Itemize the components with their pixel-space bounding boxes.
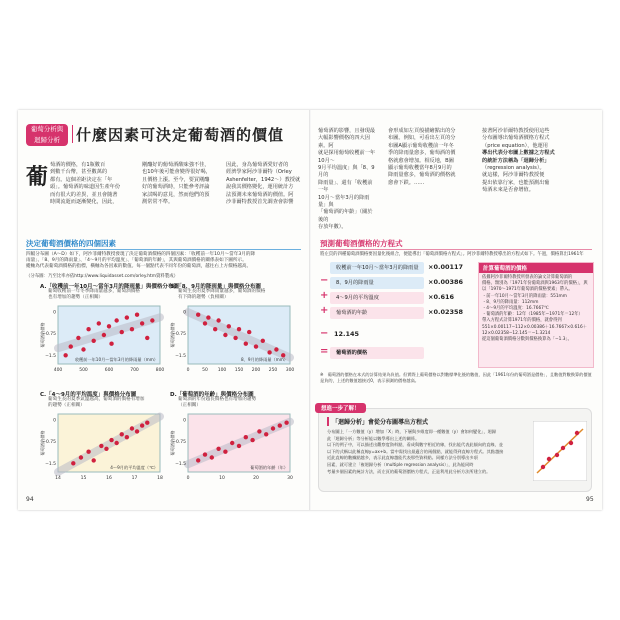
- data-point: [227, 324, 231, 328]
- data-point: [250, 438, 254, 442]
- eq-op-4: +: [320, 305, 329, 316]
- eq-factor-4: 葡萄酒的年齡: [330, 307, 424, 319]
- right-column-1: 葡萄酒的影響，且發現最 大幅影響價格的四大因素。阿 就是探用葡萄收穫前一年10月～ 9月平均溫度」與「8、9月的 降雨量」、還有「收穫前一年 10月～當年3月的降雨量」與 「葡萄酒的年齡」（關於後的 存放年數）。: [318, 128, 376, 231]
- info-box: [318, 408, 592, 492]
- data-point: [264, 432, 268, 436]
- calc-panel: [478, 262, 594, 368]
- eq-result: 葡萄酒的價格: [330, 347, 424, 359]
- x-tick-label: 100: [217, 368, 227, 373]
- data-point: [109, 342, 113, 346]
- data-point: [76, 336, 80, 340]
- calc-title: 計算葡萄酒的價格: [479, 263, 593, 273]
- book-gutter: [309, 110, 311, 510]
- y-tick-label: 0: [183, 418, 186, 424]
- data-point: [140, 321, 144, 325]
- y-tick-label: 0: [53, 310, 56, 316]
- data-point: [97, 321, 101, 325]
- chart-a-sub: 葡萄收穫前一年冬季降雨量越多，葡萄酒價格 也有增加的趨勢（正相關）: [48, 289, 140, 300]
- eq-coef-4: ×0.02358: [428, 308, 464, 316]
- data-point: [278, 423, 282, 427]
- info-text: 分布圖上「一方數值（y）増加「X」時，下層與多維度即一種數值（y）會如何變化」，迴歸 此「迴歸分析」等分析能以數學導出上述的關係。 以下的例子中，可以描述出觀察度資料點，看成與數字相近的線，找出能代表此傾向的直線，並 以下的式稱以此稱直線y=ax+b。當中需找出最適合的兩個點，就能得到直線方程式。其點越接 近此直線的數據點越多，表示此直線越能代表那些資料點。同樣方法分別導出多項 因素，就可建立「複迴歸分析（multiple regression analysis）」，此為能同時 考量多個因素的統計方法，而左頁的葡萄酒價格方程式，正是利用此分析方法所建立的。: [327, 429, 504, 474]
- regression-illustration: [533, 421, 587, 481]
- data-point: [99, 444, 103, 448]
- chart-b-sub: 葡萄生長的夏季降雨量越多，葡萄酒的價格 有下降的趨勢（負相關）: [178, 289, 266, 300]
- equation-intro: 將左頁的四種葡萄酒價格要因量化後組合，便能導出「葡萄酒價格方程式」。阿沙菲爾特教授導出的方程式如下。午過，價格算出1961年: [320, 252, 584, 257]
- eq-factor-2: 8、9月的降雨量: [330, 277, 424, 289]
- x-tick-label: 50: [202, 368, 208, 373]
- right-column-3: 接著阿沙菲爾特教授使用這些 分布圖導出葡萄酒價格方程式 （price equation），他運用 導出代表分布圖上數據之方程式 的統計方法稱為「迴歸分析」 （regression analysis）。 就這樣，阿沙菲爾特教授便 提出依靠行家，也能預測出葡 萄酒未來是否會增值。: [482, 128, 555, 194]
- data-point: [79, 455, 83, 459]
- chapter-tag-line-2: 迴歸分析: [34, 136, 60, 144]
- data-point: [257, 429, 261, 433]
- section-rule: [26, 249, 301, 250]
- data-point: [254, 344, 258, 348]
- x-tick-label: 700: [130, 368, 139, 373]
- data-point: [203, 452, 207, 456]
- data-point: [135, 313, 139, 317]
- page-title: 什麼因素可決定葡萄酒的價值: [76, 126, 285, 144]
- data-point: [216, 318, 220, 322]
- y-tick-label: −0.75: [172, 440, 186, 446]
- info-title: 「迴歸分析」會從分布圖導出方程式: [327, 417, 428, 426]
- y-tick-label: −1.5: [175, 353, 186, 359]
- eq-coef-2: ×0.00386: [428, 278, 464, 286]
- data-point: [261, 339, 265, 343]
- chart-d-sub: 葡萄酒的年份越長價格也有增加的趨勢 （正相關）: [178, 397, 257, 408]
- x-tick-label: 250: [268, 368, 278, 373]
- y-axis-label: 葡萄酒的價格: [40, 430, 45, 456]
- regression-point: [541, 465, 545, 469]
- data-point: [284, 421, 288, 425]
- chapter-tag: [26, 124, 68, 146]
- chart-a: [38, 302, 164, 378]
- data-point: [71, 461, 75, 465]
- data-point: [150, 318, 154, 322]
- y-tick-label: −0.75: [172, 332, 186, 338]
- chart-b: [168, 302, 294, 378]
- x-tick-label: 0: [186, 476, 190, 481]
- chart-c-title: C.「4～9月的平均溫度」與價格分布圖: [40, 392, 137, 398]
- right-column-2: 會形成如左頁般描繪點出的分 布圖。例如，可看出左頁的分 布圖A顯示葡萄收穫前一年冬 季的降雨量愈多，葡萄酒的價 格就愈會增加。相反地，B圖 顯示葡萄收穫當年8月9月的 降雨量愈多，葡萄酒的價格就 愈會下跌。……: [388, 128, 456, 186]
- x-tick-label: 400: [53, 368, 63, 373]
- chart-d: [168, 410, 294, 486]
- y-axis-label: 葡萄酒的價格: [170, 322, 175, 348]
- data-point: [125, 315, 129, 319]
- x-tick-label: 30: [287, 476, 293, 481]
- data-point: [196, 313, 200, 317]
- section-title-equation: 預測葡萄酒價格的方程式: [320, 239, 403, 248]
- x-tick-label: 0: [186, 368, 190, 373]
- data-point: [230, 441, 234, 445]
- data-point: [69, 344, 73, 348]
- data-point: [213, 327, 217, 331]
- x-tick-label: 10: [219, 476, 225, 481]
- x-tick-label: 14: [55, 476, 61, 481]
- data-point: [203, 321, 207, 325]
- data-point: [104, 447, 108, 451]
- data-point: [63, 353, 67, 357]
- data-point: [233, 336, 237, 340]
- data-point: [210, 455, 214, 459]
- y-axis-label: 葡萄酒的價格: [40, 322, 45, 348]
- body-column-1: 萄酒的價格，有1瓶數百 到數千台幣，甚至數萬的 都有。這個差距決定在「年 頭」。葡萄酒的味道因生產年份 而有很大的差異，並且會隨著 時間流逝而逐漸變化，因此，: [50, 162, 121, 206]
- y-tick-label: 0: [53, 418, 56, 424]
- data-point: [114, 441, 118, 445]
- data-point: [274, 347, 278, 351]
- data-point: [247, 330, 251, 334]
- chart-a-title: A.「收穫前一年10月～當年3月的降雨量」與價格分布圖: [40, 284, 179, 290]
- data-point: [120, 432, 124, 436]
- x-tick-label: 800: [155, 368, 164, 373]
- data-point: [130, 426, 134, 430]
- x-axis-label: 收穫前一年10月～當年3月的降雨量（mm）: [74, 357, 158, 362]
- chart-c: [38, 410, 164, 486]
- data-point: [86, 450, 90, 454]
- y-axis-label: 葡萄酒的價格: [170, 430, 175, 456]
- eq-op-2: −: [320, 275, 329, 286]
- regression-point: [561, 446, 565, 450]
- section-title-factors: 決定葡萄酒價格的四個因素: [26, 239, 116, 248]
- equation-rule: [320, 249, 592, 250]
- chart-c-sub: 葡萄生長的夏季氣溫越高，葡萄酒的價格有增加 的趨勢（正相關）: [48, 397, 145, 408]
- eq-const: 12.145: [334, 330, 360, 338]
- data-point: [135, 429, 139, 433]
- data-point: [206, 315, 210, 319]
- data-point: [130, 327, 134, 331]
- eq-factor-3: 4～9月的平均溫度: [330, 292, 424, 304]
- data-point: [216, 447, 220, 451]
- x-tick-label: 500: [79, 368, 88, 373]
- data-point: [244, 342, 248, 346]
- body-column-2: 剛釀好的葡萄酒酸味強不佳， 也10年後可能會變得很好喝， 且價格上漲。至今，要買剛釀 好的葡萄酒時，只能參考評論 家試喝的意見，然而他們的預 測常常不準。: [142, 162, 211, 206]
- regression-point: [555, 453, 559, 457]
- y-tick-label: −0.75: [42, 332, 56, 338]
- data-point: [196, 458, 200, 462]
- chart-d-title: D.「葡萄酒的年齡」與價格分布圖: [170, 392, 254, 398]
- data-point: [237, 444, 241, 448]
- x-tick-label: 300: [285, 368, 294, 373]
- data-point: [244, 435, 248, 439]
- data-point: [140, 423, 144, 427]
- data-point: [114, 318, 118, 322]
- data-point: [86, 327, 90, 331]
- data-point: [92, 339, 96, 343]
- data-point: [92, 458, 96, 462]
- calc-text: 依據阿沙菲爾特教授所發表的論文計算葡萄酒的 價格。類別為「1971年份葡萄酒與1963年的價格」，與 以「1970～1971年葡萄酒的價格要素」帶入。 ・前一年10月～當年3月的降雨量：551mm ・8、9月的降雨量：112mm ・4～9月的平均溫度：16.7667℃ ・葡萄酒的年齡：12年（1985年−1971年＝12年） 帶入方程式計算1971年的價格，就會得到 551×0.00117−112×0.00386＋16.7667×0.616＋ 12×0.02358−12.145＝−1.3214 從這個葡萄酒價格分數與價格換算為「−1.3」。: [482, 275, 588, 343]
- regression-point: [547, 457, 551, 461]
- eq-op-5: −: [320, 328, 329, 339]
- regression-point: [575, 431, 579, 435]
- x-axis-label: 8、9月的降雨量（mm）: [241, 357, 288, 362]
- title-divider: [72, 125, 73, 143]
- y-tick-label: −0.75: [42, 440, 56, 446]
- y-tick-label: −1.5: [45, 461, 56, 467]
- info-tag: 想進一步了解！: [315, 403, 366, 413]
- page-number-right: 95: [586, 496, 594, 503]
- source-note: （分布圖：乃至比率亦依http://www.liquidasset.com/orley.htm資料製成）: [26, 274, 178, 279]
- drop-cap: 葡: [26, 164, 49, 190]
- y-tick-label: 0: [183, 310, 186, 316]
- data-point: [81, 347, 85, 351]
- data-point: [237, 327, 241, 331]
- data-point: [145, 336, 149, 340]
- x-tick-label: 17: [131, 476, 138, 481]
- x-tick-label: 150: [234, 368, 244, 373]
- x-axis-label: 4～9月的平均溫度（℃）: [110, 465, 158, 470]
- data-point: [267, 350, 271, 354]
- eq-op-3: +: [320, 290, 329, 301]
- eq-coef-3: ×0.616: [428, 293, 455, 301]
- regression-point: [569, 441, 573, 445]
- eq-coef-1: ×0.00117: [428, 263, 464, 271]
- eq-factor-1: 收穫前一年10月～當年3月的降雨量: [330, 262, 424, 274]
- chart-b-title: B.「8、9月的降雨量」與價格分布圖: [170, 284, 261, 290]
- x-tick-label: 600: [104, 368, 114, 373]
- x-tick-label: 18: [157, 476, 163, 481]
- body-column-3: 因此，身為葡萄酒愛好者的 經濟學家阿沙菲爾特（Orley Ashenfelter，1942～）教授就 說我其價格變化，運用統計方 法預測未來葡萄酒的價值。阿 沙菲爾特教授首先調查會影響: [226, 162, 301, 206]
- data-point: [120, 330, 124, 334]
- data-point: [271, 426, 275, 430]
- chapter-tag-line-1: 葡萄分析與: [30, 125, 64, 133]
- x-tick-label: 20: [253, 476, 259, 481]
- book-spread: [18, 110, 602, 510]
- y-tick-label: −1.5: [175, 461, 186, 467]
- x-tick-label: 200: [251, 368, 261, 373]
- data-point: [145, 421, 149, 425]
- page-number-left: 94: [26, 496, 34, 503]
- y-tick-label: −1.5: [45, 353, 56, 359]
- data-point: [107, 324, 111, 328]
- data-point: [125, 435, 129, 439]
- data-point: [223, 450, 227, 454]
- data-point: [109, 438, 113, 442]
- x-tick-label: 16: [106, 476, 112, 481]
- eq-op-6: =: [320, 346, 329, 357]
- data-point: [223, 333, 227, 337]
- data-point: [102, 333, 106, 337]
- x-axis-label: 葡萄酒的年齡（年）: [250, 465, 288, 470]
- section-text: 四幅分布圖（A～D）如下，阿沙菲爾特教授發現了決定葡萄酒價格的四個因素：「收穫前一年10月～當年3月的降 雨量」、「8、9月的降雨量」、「4～9月的平均溫度」、「葡萄酒的年齡」，其與葡萄酒價格的關係表如下圖所示。 縱軸為代表葡萄酒價格的指標，橫軸為各因素的數值。每一個點代表不同年份的葡萄酒，越往右上方價格越高。: [26, 252, 256, 270]
- x-tick-label: 15: [80, 476, 87, 481]
- equation-footnote: ※ 葡萄酒的價格在本式的計算結果為負值。但實際上葡萄價格以對數標準化後的數值，因此「1961年份的葡萄酒是價格」，且數值對數換算的價值是負的，上述的數值越接近0，表示預測的價格越高。: [320, 372, 592, 383]
